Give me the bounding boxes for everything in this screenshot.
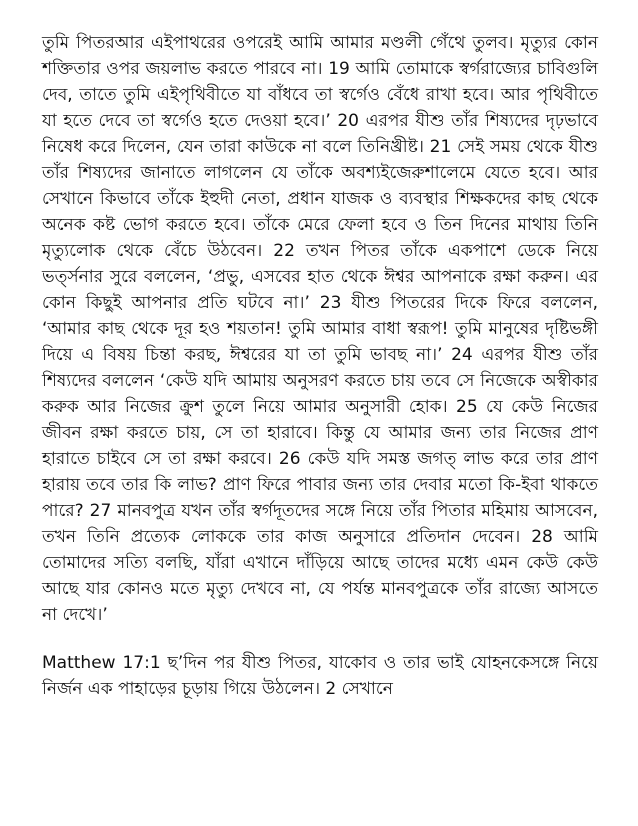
body-paragraph-1: তুমি পিতরআর এইপাথরের ওপরেই আমি আমার মণ্ডলী গেঁথে তুলব। মৃত্যুর কোন শক্তিতার ওপর জয়লাভ করতে পারবে না। 19 আমি তোমাকে স্বর্গরাজ্যের চাবিগুলি দেব, তাতে তুমি এইপৃথিবীতে যা বাঁধবে তা স্বর্গেও বেঁধে রাখা হবে। আর পৃথিবীতে যা হতে দেবে তা স্বর্গেও হতে দেওয়া হবে।’ 20 এরপর যীশু তাঁর শিষ্যদের দৃঢ়ভাবে নিষেধ করে দিলেন, যেন তারা কাউকে না বলে তিনিখ্রীষ্ট। 21 সেই সময় থেকে যীশু তাঁর শিষ্যদের জানাতে লাগলেন যে তাঁকে অবশ্যইজেরুশালেমে যেতে হবে। আর সেখানে কিভাবে তাঁকে ইহুদী নেতা, প্রধান যাজক ও ব্যবস্থার শিক্ষকদের কাছ থেকে অনেক কষ্ট ভোগ করতে হবে। তাঁকে মেরে ফেলা হবে ও তিন দিনের মাথায় তিনি মৃত্যুলোক থেকে বেঁচে উঠবেন। 22 তখন পিতর তাঁকে একপাশে ডেকে নিয়ে ভর্ত্সনার সুরে বললেন, ‘প্রভু, এসবের হাত থেকে ঈশ্বর আপনাকে রক্ষা করুন। এর কোন কিছুই আপনার প্রতি ঘটবে না।’ 23 যীশু পিতরের দিকে ফিরে বললেন, ‘আমার কাছ থেকে দূর হও শয়তান! তুমি আমার বাধা স্বরূপ! তুমি মানুষের দৃষ্টিভঙ্গী দিয়ে এ বিষয় চিন্তা করছ, ঈশ্বরের যা তা তুমি ভাবছ না।’ 24 এরপর যীশু তাঁর শিষ্যদের বললেন ‘কেউ যদি আমায় অনুসরণ করতে চায় তবে সে নিজেকে অস্বীকার করুক আর নিজের ক্রুশ তুলে নিয়ে আমার অনুসারী হোক। 25 যে কেউ নিজের জীবন রক্ষা করতে চায়, সে তা হারাবে। কিন্তু যে আমার জন্য তার নিজের প্রাণ হারাতে চাইবে সে তা রক্ষা করবে। 26 কেউ যদি সমস্ত জগত্ লাভ করে তার প্রাণ হারায় তবে তার কি লাভ? প্রাণ ফিরে পাবার জন্য তার দেবার মতো কি-ইবা থাকতে পারে? 27 মানবপুত্র যখন তাঁর স্বর্গদূতদের সঙ্গে নিয়ে তাঁর পিতার মহিমায় আসবেন, তখন তিনি প্রত্যেক লোককে তার কাজ অনুসারে প্রতিদান দেবেন। 28 আমি তোমাদের সত্যি বলছি, যাঁরা এখানে দাঁড়িয়ে আছে তাদের মধ্যে এমন কেউ কেউ আছে যার কোনও মতে মৃত্যু দেখবে না, যে পর্যন্ত মানবপুত্রকে তাঁর রাজ্যে আসতে না দেখে।’ bbox=[42, 33, 598, 625]
body-paragraph-2: Matthew 17:1 ছ’দিন পর যীশু পিতর, যাকোব ও তার ভাই যোহনকেসঙ্গে নিয়ে নির্জন এক পাহাড়ের চূড়ায় গিয়ে উঠলেন। 2 সেখানে bbox=[42, 653, 598, 699]
